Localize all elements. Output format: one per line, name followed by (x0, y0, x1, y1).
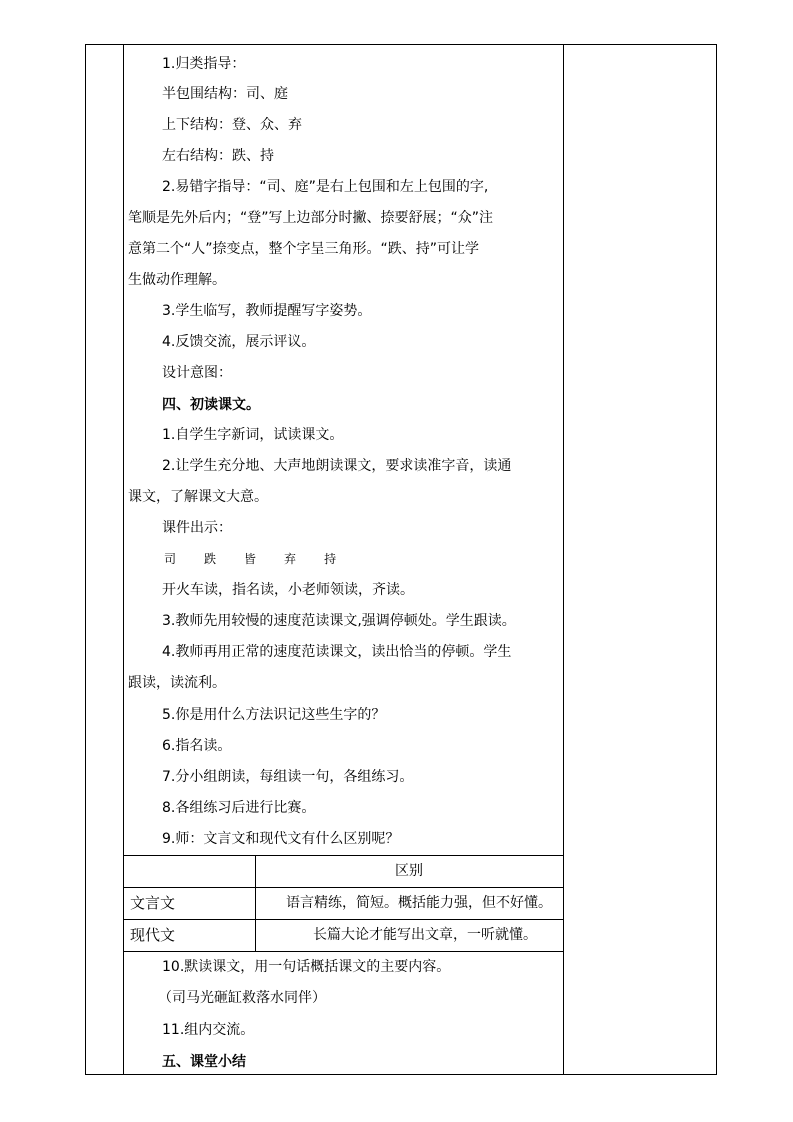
text-line: 课文，了解课文大意。 (128, 489, 268, 505)
text-line: 笔顺是先外后内；“登”写上边部分时撇、捺要舒展；“众”注 (128, 210, 494, 226)
compare-row-content: 长篇大论才能写出文章，一听就懂。 (313, 927, 537, 943)
text-line: 5.你是用什么方法识记这些生字的？ (162, 707, 386, 723)
text-line: 3.教师先用较慢的速度范读课文,强调停顿处。学生跟读。 (162, 613, 516, 629)
char-item: 跌 (204, 552, 217, 566)
compare-row-label: 现代文 (130, 926, 176, 944)
compare-row-content: 语言精练，简短。概括能力强，但不好懂。 (286, 895, 552, 911)
text-line: 2.让学生充分地、大声地朗读课文，要求读准字音，读通 (162, 458, 512, 474)
char-list (164, 547, 336, 571)
text-line: 3.学生临写，教师提醒写字姿势。 (162, 303, 372, 319)
text-line: 开火车读，指名读，小老师领读，齐读。 (162, 582, 414, 598)
text-line: （司马光砸缸救落水同伴） (158, 990, 326, 1006)
text-line: 1.自学生字新词，试读课文。 (162, 427, 344, 443)
text-line: 10.默读课文，用一句话概括课文的主要内容。 (162, 959, 451, 975)
char-item: 弃 (284, 552, 297, 566)
table-border-right (716, 44, 717, 1075)
text-line: 2.易错字指导：“司、庭”是右上包围和左上包围的字, (162, 179, 489, 195)
lesson-content (124, 0, 562, 1122)
text-line: 6.指名读。 (162, 738, 232, 754)
text-line: 9.师：文言文和现代文有什么区别呢？ (162, 831, 400, 847)
table-border-col2 (563, 44, 564, 1075)
text-line: 半包围结构：司、庭 (162, 86, 288, 102)
compare-row-label: 文言文 (130, 894, 176, 912)
text-line: 11.组内交流。 (162, 1022, 255, 1038)
text-line: 意第二个“人”捺变点，整个字呈三角形。“跌、持”可让学 (128, 241, 480, 257)
text-line: 8.各组练习后进行比赛。 (162, 800, 316, 816)
section-heading: 五、课堂小结 (162, 1054, 246, 1070)
text-line: 生做动作理解。 (128, 272, 226, 288)
text-line: 上下结构：登、众、弃 (162, 117, 302, 133)
text-line: 左右结构：跌、持 (162, 148, 274, 164)
char-item: 司 (164, 552, 177, 566)
text-line: 设计意图： (162, 365, 232, 381)
char-item: 皆 (244, 552, 257, 566)
char-item: 持 (324, 552, 337, 566)
text-line: 4.教师再用正常的速度范读课文，读出恰当的停顿。学生 (162, 644, 512, 660)
text-line: 1.归类指导： (162, 56, 246, 72)
text-line: 4.反馈交流，展示评议。 (162, 334, 316, 350)
section-heading: 四、初读课文。 (162, 397, 260, 413)
text-line: 跟读，读流利。 (128, 675, 226, 691)
text-line: 7.分小组朗读，每组读一句，各组练习。 (162, 769, 414, 785)
compare-table-header: 区别 (395, 863, 423, 879)
table-border-left (85, 44, 86, 1075)
text-line: 课件出示： (162, 520, 232, 536)
compare-table-bottom (123, 951, 563, 952)
